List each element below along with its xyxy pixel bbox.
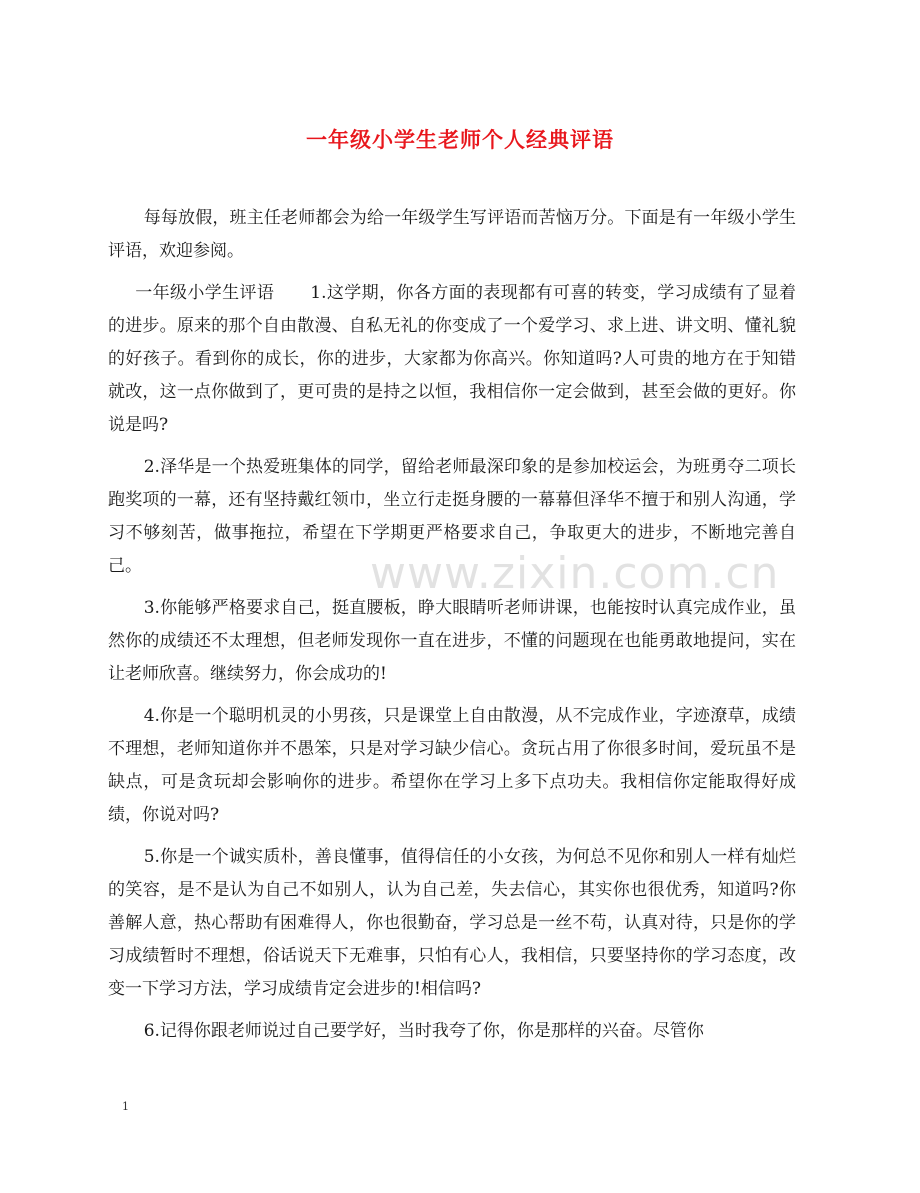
watermark: www.zixin.com.cn	[370, 548, 780, 599]
document-title: 一年级小学生老师个人经典评语	[306, 127, 614, 152]
comment-4: 4.你是一个聪明机灵的小男孩，只是课堂上自由散漫，从不完成作业，字迹潦草，成绩不理想，老师知道你并不愚笨，只是对学习缺少信心。贪玩占用了你很多时间，爱玩虽不是缺点，可是贪玩却会影响你的进步。希望你在学习上多下点功夫。我相信你定能取得好成绩，你说对吗?	[108, 706, 796, 825]
section-label: 一年级小学生评语	[135, 283, 275, 303]
comment-2: 2.泽华是一个热爱班集体的同学，留给老师最深印象的是参加校运会，为班勇夺二项长跑奖项的一幕，还有坚持戴红领巾，坐立行走挺身腰的一幕幕但泽华不擅于和别人沟通，学习不够刻苦，做事拖拉，希望在下学期更严格要求自己，争取更大的进步，不断地完善自己。	[108, 457, 796, 576]
comment-1: 1.这学期，你各方面的表现都有可喜的转变，学习成绩有了显着的进步。原来的那个自由散漫、自私无礼的你变成了一个爱学习、求上进、讲文明、懂礼貌的好孩子。看到你的成长，你的进步，大家都为你高兴。你知道吗?人可贵的地方在于知错就改，这一点你做到了，更可贵的是持之以恒，我相信你一定会做到，甚至会做的更好。你说是吗?	[108, 283, 797, 435]
page-number: 1	[122, 1100, 129, 1113]
comment-5: 5.你是一个诚实质朴，善良懂事，值得信任的小女孩，为何总不见你和别人一样有灿烂的笑容，是不是认为自己不如别人，认为自己差，失去信心，其实你也很优秀，知道吗?你善解人意，热心帮助有困难得人，你也很勤奋，学习总是一丝不苟，认真对待，只是你的学习成绩暂时不理想，俗话说天下无难事，只怕有心人，我相信，只要坚持你的学习态度，改变一下学习方法，学习成绩肯定会进步的!相信吗?	[108, 847, 796, 999]
comment-3: 3.你能够严格要求自己，挺直腰板，睁大眼睛听老师讲课，也能按时认真完成作业，虽然你的成绩还不太理想，但老师发现你一直在进步，不懂的问题现在也能勇敢地提问，实在让老师欣喜。继续努力，你会成功的!	[108, 598, 796, 684]
first-comment-paragraph	[108, 277, 796, 442]
comment-6: 6.记得你跟老师说过自己要学好，当时我夸了你，你是那样的兴奋。尽管你	[143, 1021, 704, 1041]
intro-paragraph: 每每放假，班主任老师都会为给一年级学生写评语而苦恼万分。下面是有一年级小学生评语，欢迎参阅。	[108, 208, 796, 261]
document-body	[108, 202, 796, 1057]
